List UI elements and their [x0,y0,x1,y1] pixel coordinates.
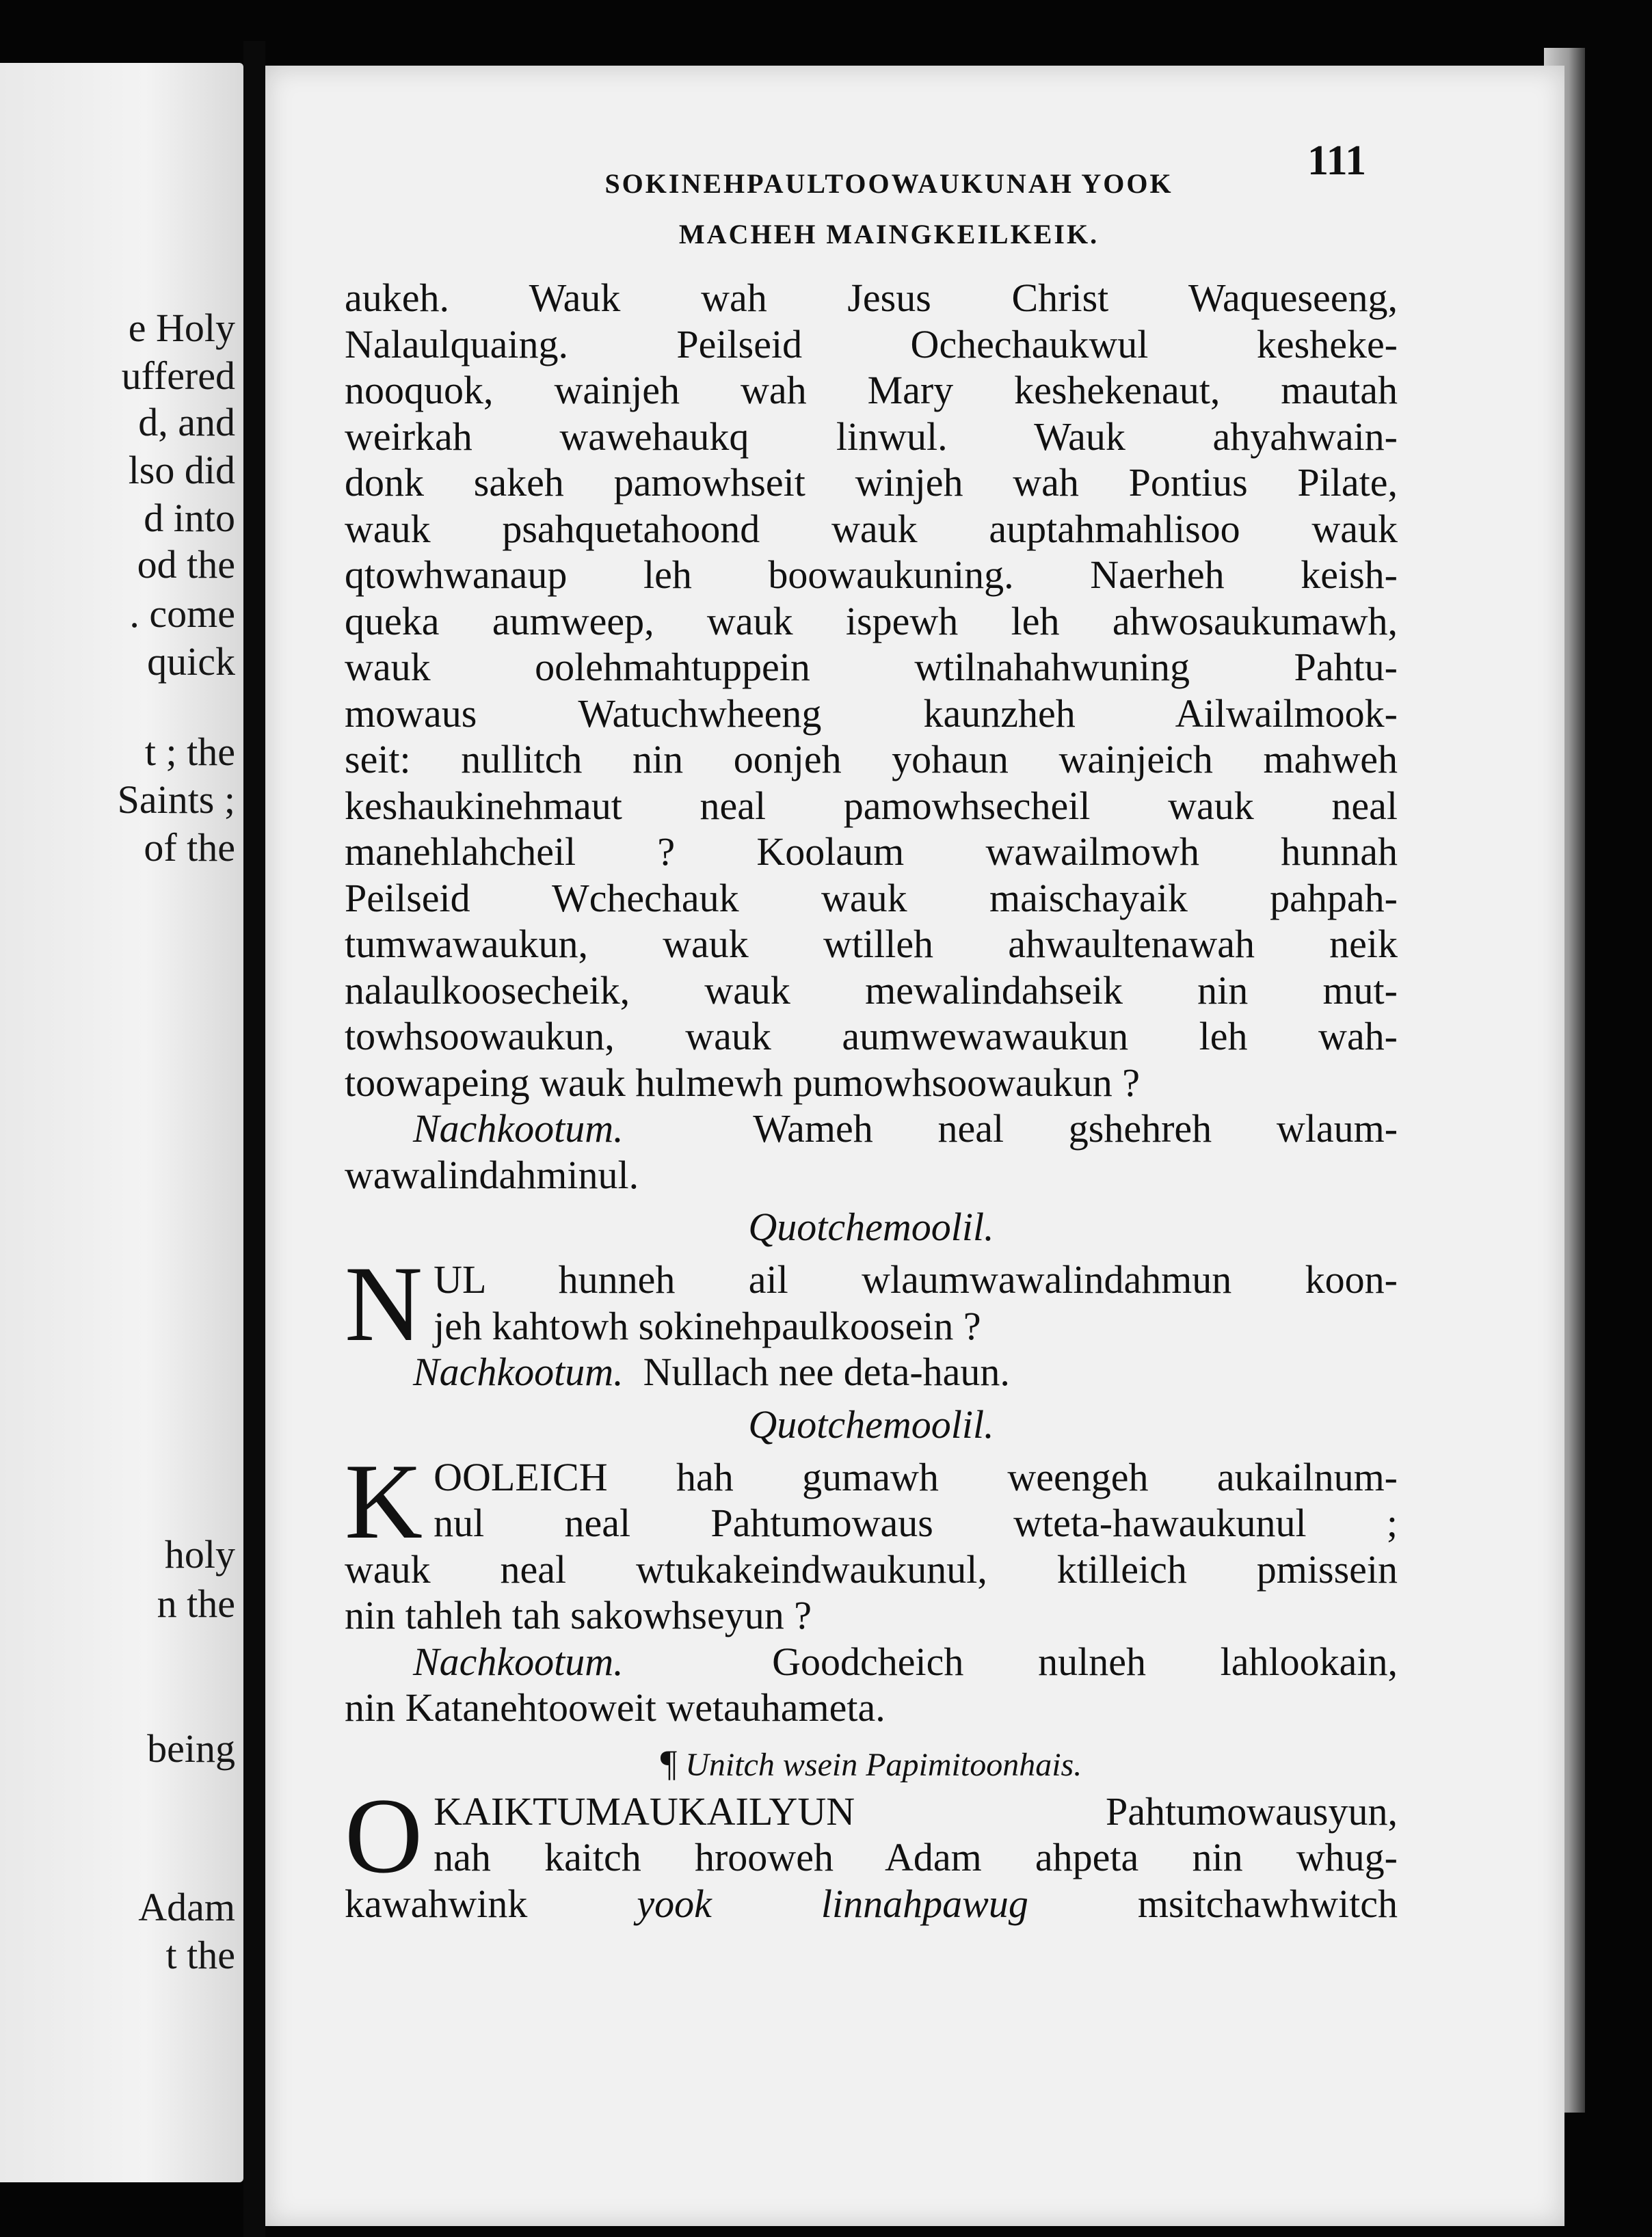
question-line: nul neal Pahtumowaus wteta-hawaukunul ; [434,1501,1398,1545]
answer-text: Nullach nee deta-haun. [643,1350,1010,1394]
page-number: 111 [1307,137,1367,184]
question-line: jeh kahtowh sokinehpaulkoosein ? [434,1303,981,1348]
prayer-word-italic: linnahpawug [821,1881,1028,1926]
question-heading: Quotchemoolil. [748,1402,994,1447]
creed-line: queka aumweep, wauk ispewh leh ahwosaukumawh, [345,598,1398,643]
facing-page-line: t ; the [144,729,235,774]
answer-line-2: nin Katanehtooweit wetauhameta. [345,1685,885,1730]
question-block [345,1441,1398,1562]
facing-page-line: Adam [138,1885,235,1929]
rubric-text: Unitch wsein Papimitoonhais. [685,1746,1082,1783]
facing-page-line: being [147,1726,235,1771]
book-gutter [243,41,265,2237]
facing-page-line: od the [137,542,235,587]
page-body [345,275,1398,1927]
answer-label: Nachkootum. [413,1106,624,1151]
facing-page-line: uffered [121,353,235,398]
creed-line: wauk oolehmahtuppein wtilnahahwuning Pahtu- [345,645,1398,689]
running-head [506,159,1272,260]
creed-line: nooquok, wainjeh wah Mary keshekenaut, mautah [345,368,1398,412]
facing-page-fragment [0,63,243,2182]
facing-page-line: d, and [138,400,235,444]
prayer-line: KAIKTUMAUKAILYUN Pahtumowausyun, [434,1789,1398,1834]
answer-line [345,1106,1398,1152]
rubric [345,1738,1398,1789]
question-block [345,1244,1398,1364]
answer-line-2: wawalindahminul. [345,1152,639,1197]
creed-line: wauk psahquetahoond wauk auptahmahlisoo wauk [345,506,1398,551]
creed-line: Peilseid Wchechauk wauk maischayaik pahpah- [345,875,1398,920]
facing-page-line: lso did [128,448,235,492]
prayer-line [345,1881,1398,1927]
prayer-line: nah kaitch hrooweh Adam ahpeta nin whug- [434,1835,1398,1879]
creed-line: qtowhwanaup leh boowaukuning. Naerheh keish- [345,552,1398,597]
creed-line: tumwawaukun, wauk wtilleh ahwaultenawah neik [345,922,1398,966]
creed-line: keshaukinehmaut neal pamowhsecheil wauk neal [345,783,1398,828]
creed-line: aukeh. Wauk wah Jesus Christ Waqueseeng, [345,276,1398,320]
question-line: wauk neal wtukakeindwaukunul, ktilleich pmissein [345,1546,1398,1592]
prayer-word: msitchawhwitch [1137,1881,1398,1926]
answer-line [345,1639,1398,1685]
drop-cap: K [345,1441,423,1562]
facing-page-line: n the [157,1581,235,1626]
facing-page-line: d into [144,496,235,540]
facing-page-line: of the [144,825,235,870]
question-heading: Quotchemoolil. [748,1205,994,1249]
facing-page-line: . come [129,591,235,636]
prayer-word-italic: yook [637,1881,712,1926]
prayer-word: kawahwink [345,1881,528,1926]
running-head-line-2: MACHEH MAINGKEILKEIK. [678,219,1100,250]
facing-page-line: t the [165,1933,235,1977]
creed-line: seit: nullitch nin oonjeh yohaun wainjeich mahweh [345,737,1398,781]
answer-label: Nachkootum. [413,1639,624,1684]
question-line: UL hunneh ail wlaumwawalindahmun koon- [434,1257,1398,1302]
running-head-line-1: SOKINEHPAULTOOWAUKUNAH YOOK [604,168,1173,199]
creed-line: weirkah wawehaukq linwul. Wauk ahyahwain- [345,414,1398,459]
facing-page-line: quick [147,639,235,684]
question-line: OOLEICH hah gumawh weengeh aukailnum- [434,1454,1398,1499]
prayer-block [345,1776,1398,1896]
answer-text: Goodcheich nulneh lahlookain, [772,1639,1398,1684]
pilcrow-icon: ¶ [660,1742,678,1784]
creed-line: manehlahcheil ? Koolaum wawailmowh hunnah [345,829,1398,874]
creed-line: toowapeing wauk hulmewh pumowhsoowaukun ? [345,1060,1141,1105]
answer-line [345,1349,1398,1395]
facing-page-line: e Holy [128,306,235,350]
facing-page-line: holy [164,1532,235,1577]
creed-line: Nalaulquaing. Peilseid Ochechaukwul keshekе- [345,321,1398,366]
creed-line: nalaulkoosecheik, wauk mewalindahseik nin mut- [345,967,1398,1013]
creed-line: mowaus Watuchwheeng kaunzheh Ailwailmook- [345,691,1398,736]
answer-label: Nachkootum. [413,1350,624,1394]
drop-cap: O [345,1776,423,1896]
question-line: nin tahleh tah sakowhseyun ? [345,1593,812,1637]
creed-paragraph [345,275,1398,1106]
creed-line: towhsoowaukun, wauk aumwewawaukun leh wah- [345,1014,1398,1058]
drop-cap: N [345,1244,423,1364]
creed-line: donk sakeh pamowhseit winjeh wah Pontius Pilate, [345,460,1398,505]
answer-text: Wameh neal gshehreh wlaum- [753,1106,1398,1151]
facing-page-line: Saints ; [117,777,235,822]
